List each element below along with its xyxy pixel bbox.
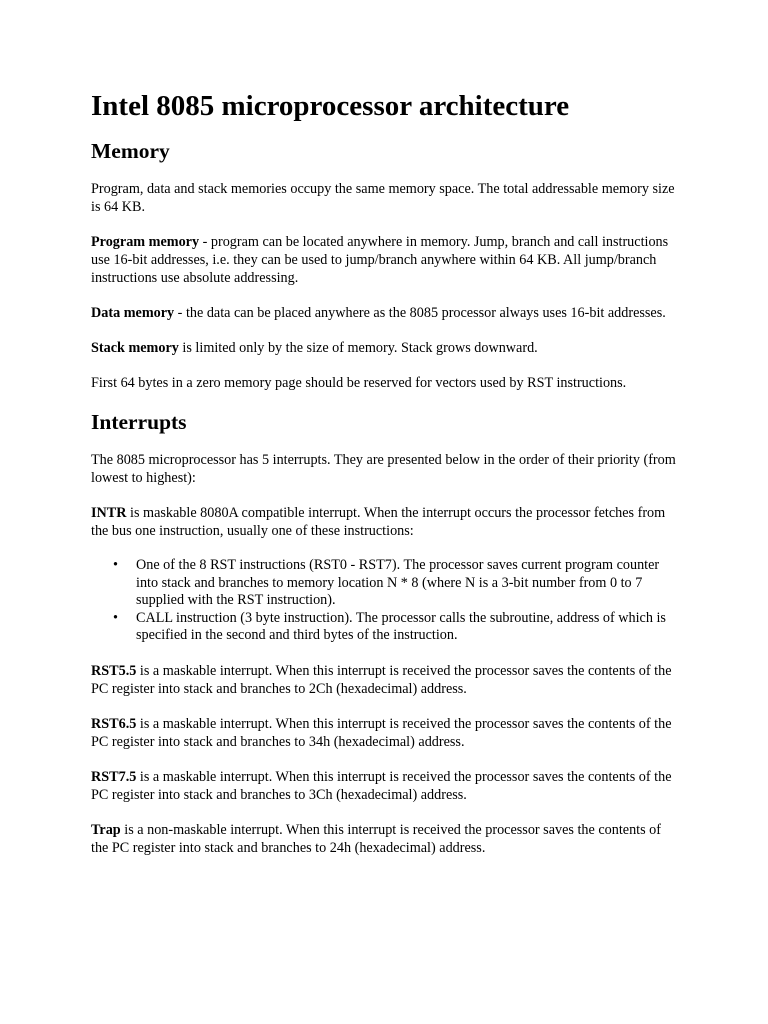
intr-instruction-list (91, 557, 681, 645)
bullet-glyph: • (113, 609, 118, 626)
trap-term: Trap (91, 821, 121, 838)
trap-paragraph (91, 821, 681, 857)
data-memory-term: Data memory (91, 305, 175, 321)
stack-memory-term: Stack memory (91, 340, 179, 356)
list-item (113, 557, 681, 610)
rst65-term: RST6.5 (91, 715, 137, 732)
data-memory-paragraph (91, 304, 681, 322)
program-memory-term: Program memory (91, 234, 200, 250)
intr-text: is maskable 8080A compatible interrupt. When the interrupt occurs the processor fetches from the bus one instruction, usually one of these instructions: (91, 505, 666, 539)
list-item (113, 609, 681, 645)
rst65-text: is a maskable interrupt. When this interrupt is received the processor saves the contents of the PC register into stack and branches to 34h (hexadecimal) address. (91, 715, 672, 750)
trap-text: is a non-maskable interrupt. When this interrupt is received the processor saves the contents of the PC register into stack and branches to 24h (hexadecimal) address. (91, 821, 661, 856)
rst75-paragraph (91, 768, 681, 804)
rst75-text: is a maskable interrupt. When this interrupt is received the processor saves the contents of the PC register into stack and branches to 3Ch (hexadecimal) address. (91, 768, 672, 803)
stack-memory-text: is limited only by the size of memory. Stack grows downward. (178, 340, 538, 356)
memory-intro-paragraph: Program, data and stack memories occupy the same memory space. The total addressable memory size is 64 KB. (91, 181, 675, 215)
bullet-glyph: • (113, 557, 118, 573)
rst55-term: RST5.5 (91, 662, 137, 679)
list-item-text: One of the 8 RST instructions (RST0 - RST7). The processor saves current program counter into stack and branches to memory location N * 8 (where N is a 3-bit number from 0 to 7 supplied with the RST instruction). (136, 557, 660, 608)
interrupts-intro-paragraph: The 8085 microprocessor has 5 interrupts. They are presented below in the order of their priority (from lowest to highest): (91, 452, 676, 486)
intr-paragraph (91, 504, 681, 540)
document-page (91, 88, 681, 874)
rst55-text: is a maskable interrupt. When this interrupt is received the processor saves the contents of the PC register into stack and branches to 2Ch (hexadecimal) address. (91, 662, 672, 697)
program-memory-text: - program can be located anywhere in memory. Jump, branch and call instructions use 16-bit addresses, i.e. they can be used to jump/branch anywhere within 64 KB. All jump/branch instructions use absolute addressing. (91, 234, 669, 286)
rst75-term: RST7.5 (91, 768, 137, 785)
data-memory-text: - the data can be placed anywhere as the 8085 processor always uses 16-bit addresses. (174, 305, 666, 321)
page-title: Intel 8085 microprocessor architecture (91, 90, 570, 122)
interrupts-heading: Interrupts (91, 410, 187, 434)
rst55-paragraph (91, 662, 681, 698)
intr-term: INTR (91, 505, 127, 521)
vectors-paragraph: First 64 bytes in a zero memory page should be reserved for vectors used by RST instructions. (91, 375, 627, 391)
memory-heading: Memory (91, 139, 170, 163)
stack-memory-paragraph (91, 339, 681, 357)
rst65-paragraph (91, 715, 681, 751)
program-memory-paragraph (91, 233, 681, 287)
list-item-text: CALL instruction (3 byte instruction). The processor calls the subroutine, address of which is specified in the second and third bytes of the instruction. (136, 609, 666, 643)
